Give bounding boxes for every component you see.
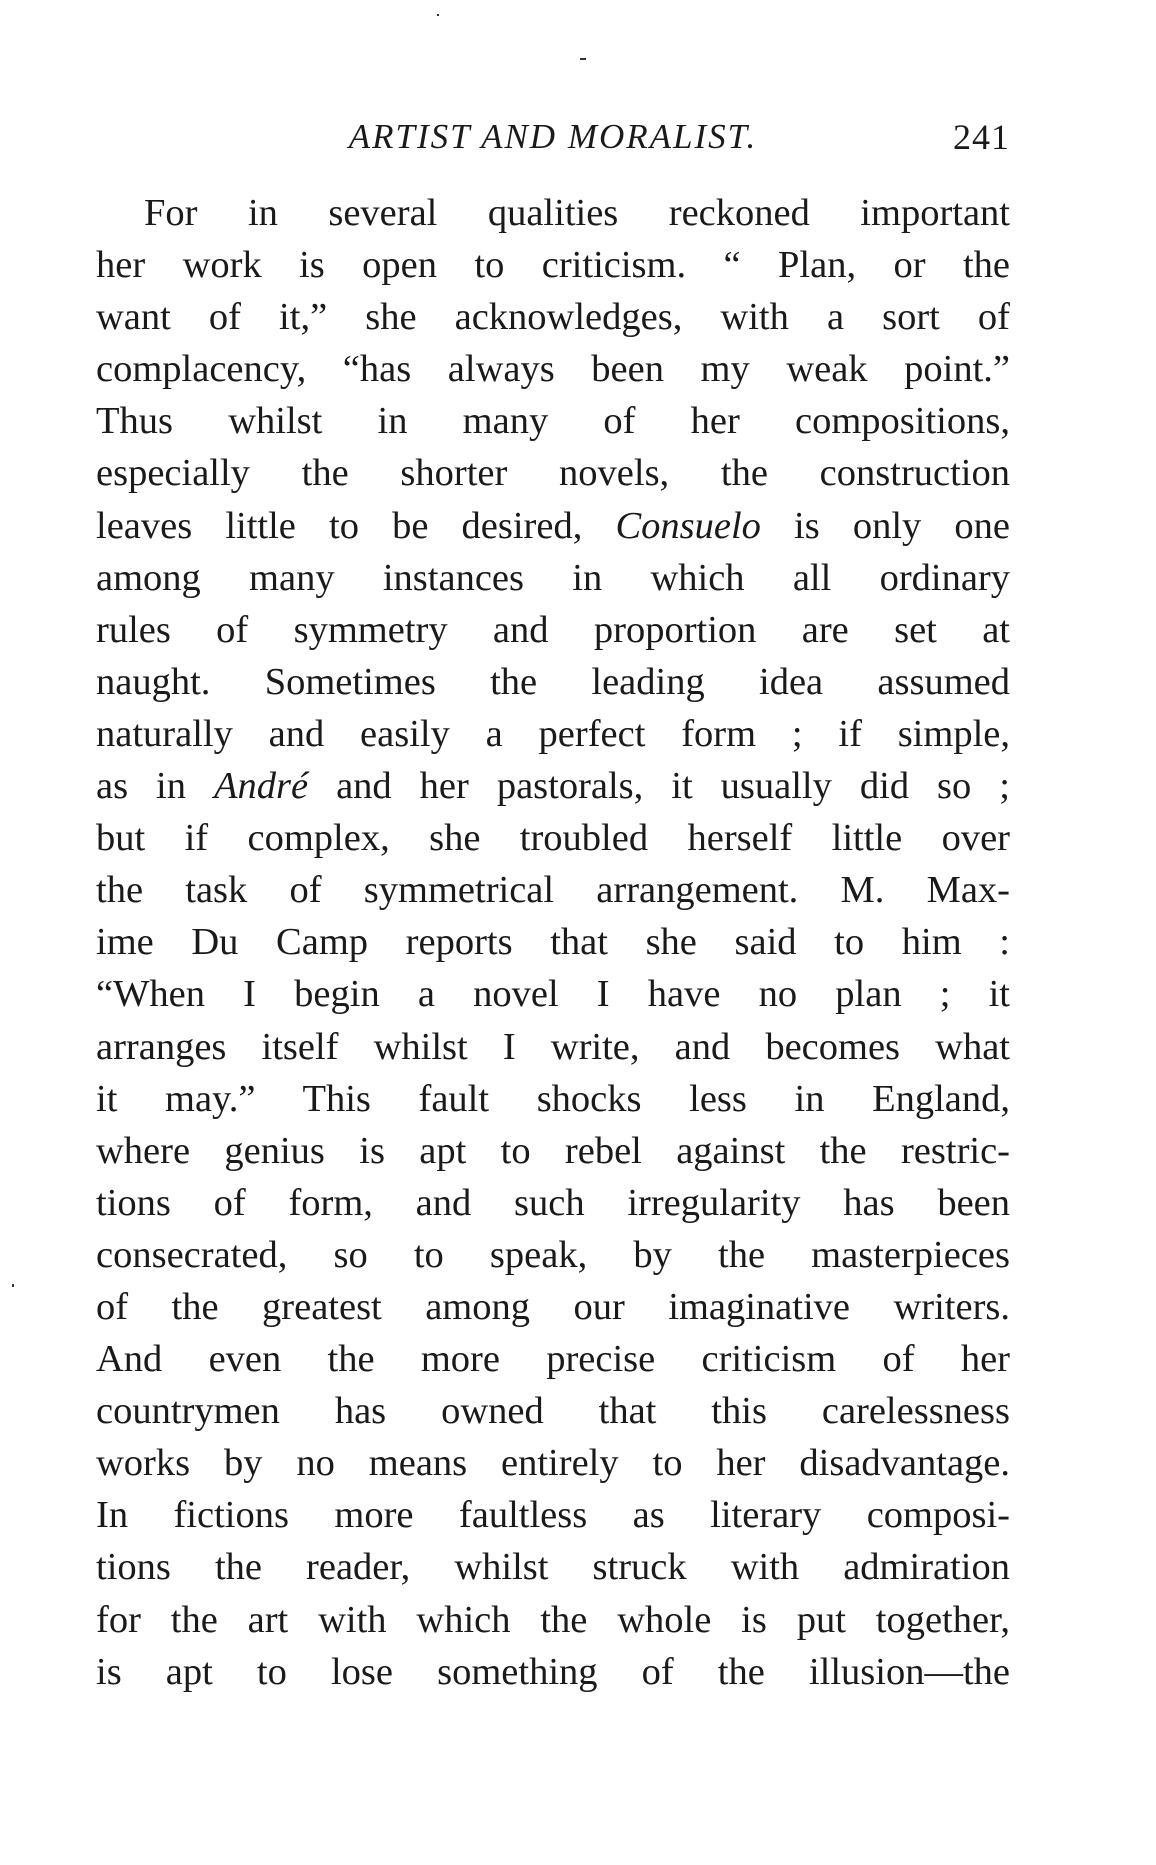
running-head [96,112,1010,162]
text-line: it may.” This fault shocks less in England, [96,1077,1010,1120]
print-speck [12,1284,14,1287]
text-line: naturally and easily a perfect form ; if simple, [96,712,1010,755]
text-line: countrymen has owned that this carelessness [96,1390,1010,1433]
text-line: tions of form, and such irregularity has been [96,1181,1010,1224]
text-line: rules of symmetry and proportion are set at [96,608,1010,651]
italic-title-andre: André [214,765,309,808]
text-line: the task of symmetrical arrangement. M. Max- [96,869,1010,912]
text-line: naught. Sometimes the leading idea assumed [96,660,1010,703]
running-head-title: ARTIST AND MORALIST. [348,117,758,156]
text-segment: is only one [760,504,1010,547]
text-line: Thus whilst in many of her compositions, [96,400,1010,443]
text-line: tions the reader, whilst struck with admiration [96,1546,1010,1589]
italic-title-consuelo: Consuelo [615,504,761,547]
print-speck [580,58,586,60]
text-line: of the greatest among our imaginative writers. [96,1285,1010,1328]
text-line [96,760,1010,812]
text-line: complacency, “has always been my weak point.” [96,348,1010,391]
text-line: And even the more precise criticism of her [96,1338,1010,1381]
text-line: want of it,” she acknowledges, with a sort of [96,296,1010,339]
text-line: among many instances in which all ordinary [96,556,1010,599]
text-line [96,500,1010,552]
print-speck [437,14,439,16]
text-segment: leaves little to be desired, [96,504,616,547]
text-line: “When I begin a novel I have no plan ; it [96,973,1010,1016]
text-line: but if complex, she troubled herself little over [96,817,1010,860]
text-segment: as in [96,765,214,808]
text-line: works by no means entirely to her disadvantage. [96,1442,1010,1485]
text-line: ime Du Camp reports that she said to him : [96,921,1010,964]
page-number: 241 [953,117,1010,157]
text-line: especially the shorter novels, the construction [96,452,1010,495]
text-line: consecrated, so to speak, by the masterpieces [96,1233,1010,1276]
text-line: In fictions more faultless as literary composi- [96,1494,1010,1537]
text-segment: and her pastorals, it usually did so ; [308,765,1010,808]
text-line: for the art with which the whole is put together, [96,1598,1010,1641]
text-line: arranges itself whilst I write, and becomes what [96,1025,1010,1068]
text-line: where genius is apt to rebel against the restric- [96,1129,1010,1172]
text-line: For in several qualities reckoned important [144,192,1010,234]
body-paragraph [96,187,1010,1698]
text-line: her work is open to criticism. “ Plan, or the [96,244,1010,287]
text-line: is apt to lose something of the illusion—the [96,1650,1010,1693]
